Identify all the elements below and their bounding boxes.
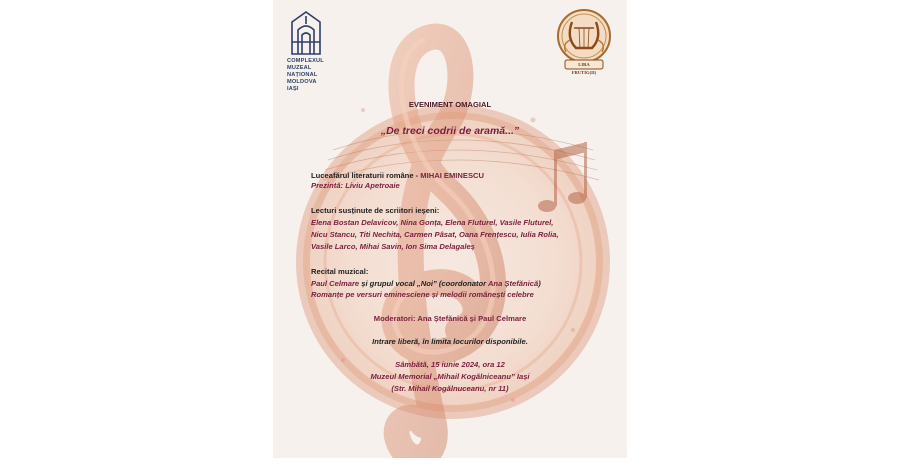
museum-name-line: MOLDOVA <box>287 79 317 85</box>
event-type: EVENIMENT OMAGIAL <box>408 100 492 109</box>
event-title: „De treci codrii de aramă...” <box>380 125 520 137</box>
recital-description: Romanțe pe versuri eminesciene și melodii românești celebre <box>311 290 534 299</box>
museum-name-line: NAȚIONAL <box>287 72 318 78</box>
museum-name-line: MUZEAL <box>287 65 312 71</box>
presenter-name: Liviu Apetroaie <box>345 181 400 190</box>
recital-line <box>311 279 541 288</box>
museum-emblem-icon <box>289 10 323 56</box>
subject-prefix: Luceafărul literaturii române - <box>311 171 421 180</box>
event-address: (Str. Mihail Kogălnuceanu, nr 11) <box>391 384 509 393</box>
lira-badge <box>556 8 612 75</box>
event-venue: Muzeul Memorial „Mihail Kogălniceanu” Iași <box>370 372 530 381</box>
recital-group: și grupul vocal „Noi” (coordonator <box>359 279 488 288</box>
subject-name: MIHAI EMINESCU <box>420 171 485 180</box>
museum-name-line: COMPLEXUL <box>287 58 324 64</box>
readings-heading: Lecturi susținute de scriitori ieșeni: <box>311 206 440 215</box>
sponsor-strip <box>273 458 627 474</box>
moderators: Moderatori: Ana Ștefănică și Paul Celmare <box>373 314 527 323</box>
readings-line: Nicu Stancu, Titi Nechita, Carmen Pâsat, Oana Frențescu, Iulia Rolia, <box>311 230 559 239</box>
event-poster <box>273 0 627 474</box>
subject-line <box>311 171 484 180</box>
museum-logo <box>287 10 347 93</box>
recital-close: ) <box>538 279 541 288</box>
badge-label: LIRA FRUTIG(II) <box>571 62 597 75</box>
readings-line: Vasile Larco, Mihai Savin, Ion Sima Delagaleș <box>311 242 475 251</box>
recital-performer: Paul Celmare <box>311 279 360 288</box>
event-date: Sâmbătă, 15 iunie 2024, ora 12 <box>395 360 505 369</box>
presenter-label: Prezintă: <box>311 181 346 190</box>
museum-name <box>287 58 347 93</box>
recital-coordinator: Ana Ștefănică <box>487 279 539 288</box>
readings-line: Elena Bostan Delavicov, Nina Gonța, Elena Fluturel, Vasile Fluturel, <box>311 218 554 227</box>
museum-name-line: IAȘI <box>287 86 299 92</box>
recital-heading: Recital muzical: <box>311 267 369 276</box>
entry-info: Intrare liberă, în limita locurilor disponibile. <box>372 337 528 346</box>
presenter-line <box>311 181 400 190</box>
